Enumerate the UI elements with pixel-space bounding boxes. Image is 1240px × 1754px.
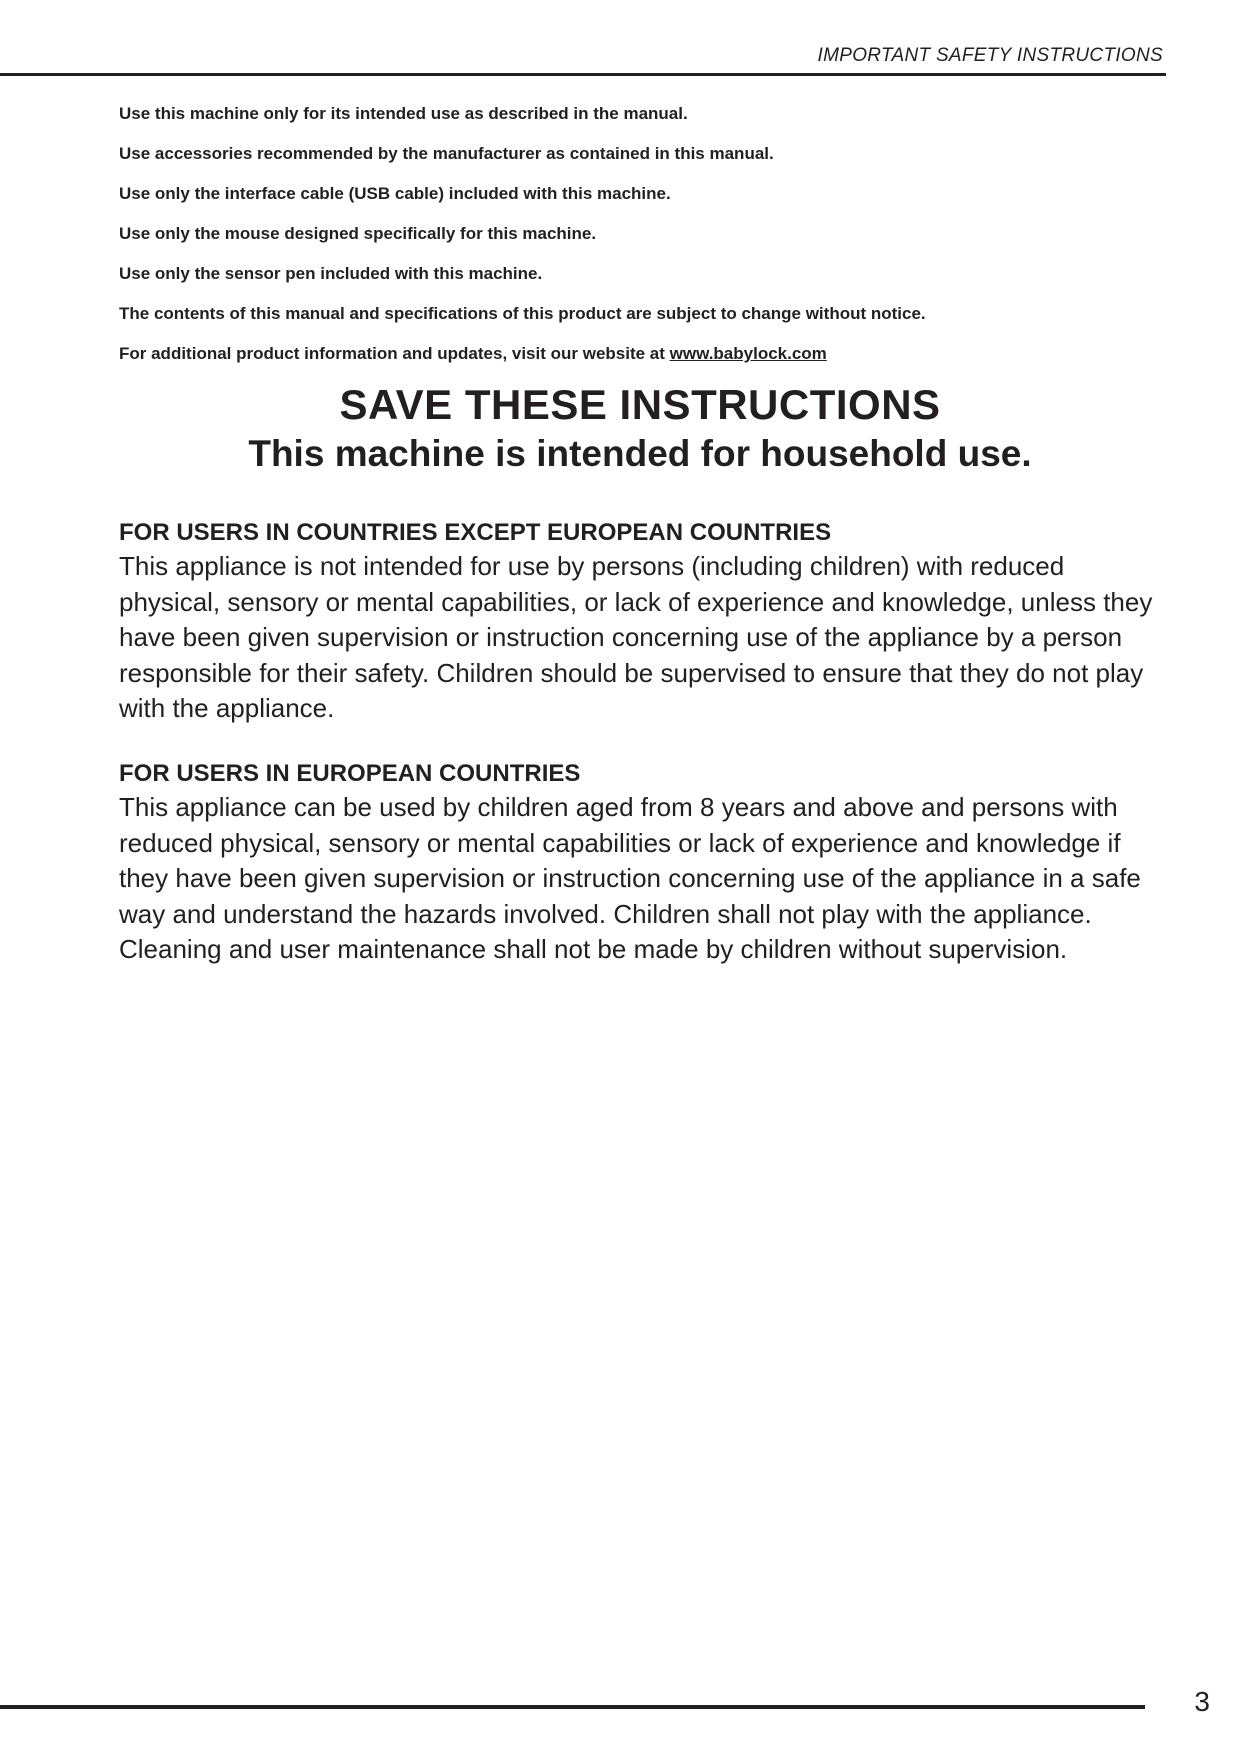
section-body: This appliance is not intended for use by persons (including children) with reduced physical, sensory or mental capabilities, or lack of experience and knowledge, unless they have been given supervision or instruction concerning use of the appliance by a person responsible for their safety. Children should be supervised to ensure that they do not play with the appliance. <box>119 551 1153 724</box>
safety-rule: Use only the interface cable (USB cable) included with this machine. <box>119 184 671 203</box>
section-heading: FOR USERS IN EUROPEAN COUNTRIES <box>119 760 581 787</box>
safety-rule: Use accessories recommended by the manufacturer as contained in this manual. <box>119 144 774 163</box>
header-rule <box>0 73 1166 76</box>
section-heading: FOR USERS IN COUNTRIES EXCEPT EUROPEAN COUNTRIES <box>119 519 832 546</box>
section-non-european <box>119 517 1159 727</box>
running-header: IMPORTANT SAFETY INSTRUCTIONS <box>817 45 1163 66</box>
safety-rule: The contents of this manual and specifications of this product are subject to change without notice. <box>119 304 926 323</box>
section-european <box>119 758 1159 968</box>
safety-rule: Use only the mouse designed specifically for this machine. <box>119 224 597 243</box>
save-instructions-block <box>0 380 1240 478</box>
safety-rule: Use only the sensor pen included with this machine. <box>119 264 543 283</box>
safety-rules-list <box>119 100 926 380</box>
page-number: 3 <box>1194 1686 1210 1717</box>
section-body: This appliance can be used by children aged from 8 years and above and persons with reduced physical, sensory or mental capabilities or lack of experience and knowledge if they have been given supervision or instruction concerning use of the appliance in a safe way and understand the hazards involved. Children shall not play with the appliance. Cleaning and user maintenance shall not be made by children without supervision. <box>119 792 1141 965</box>
website-link[interactable]: www.babylock.com <box>669 344 827 363</box>
save-instructions-title: SAVE THESE INSTRUCTIONS <box>339 381 941 428</box>
household-use-subtitle: This machine is intended for household use. <box>248 433 1032 474</box>
safety-rule: Use this machine only for its intended use as described in the manual. <box>119 104 688 123</box>
footer-rule <box>0 1705 1145 1709</box>
website-line-text: For additional product information and updates, visit our website at <box>119 344 670 363</box>
website-line <box>119 340 926 380</box>
